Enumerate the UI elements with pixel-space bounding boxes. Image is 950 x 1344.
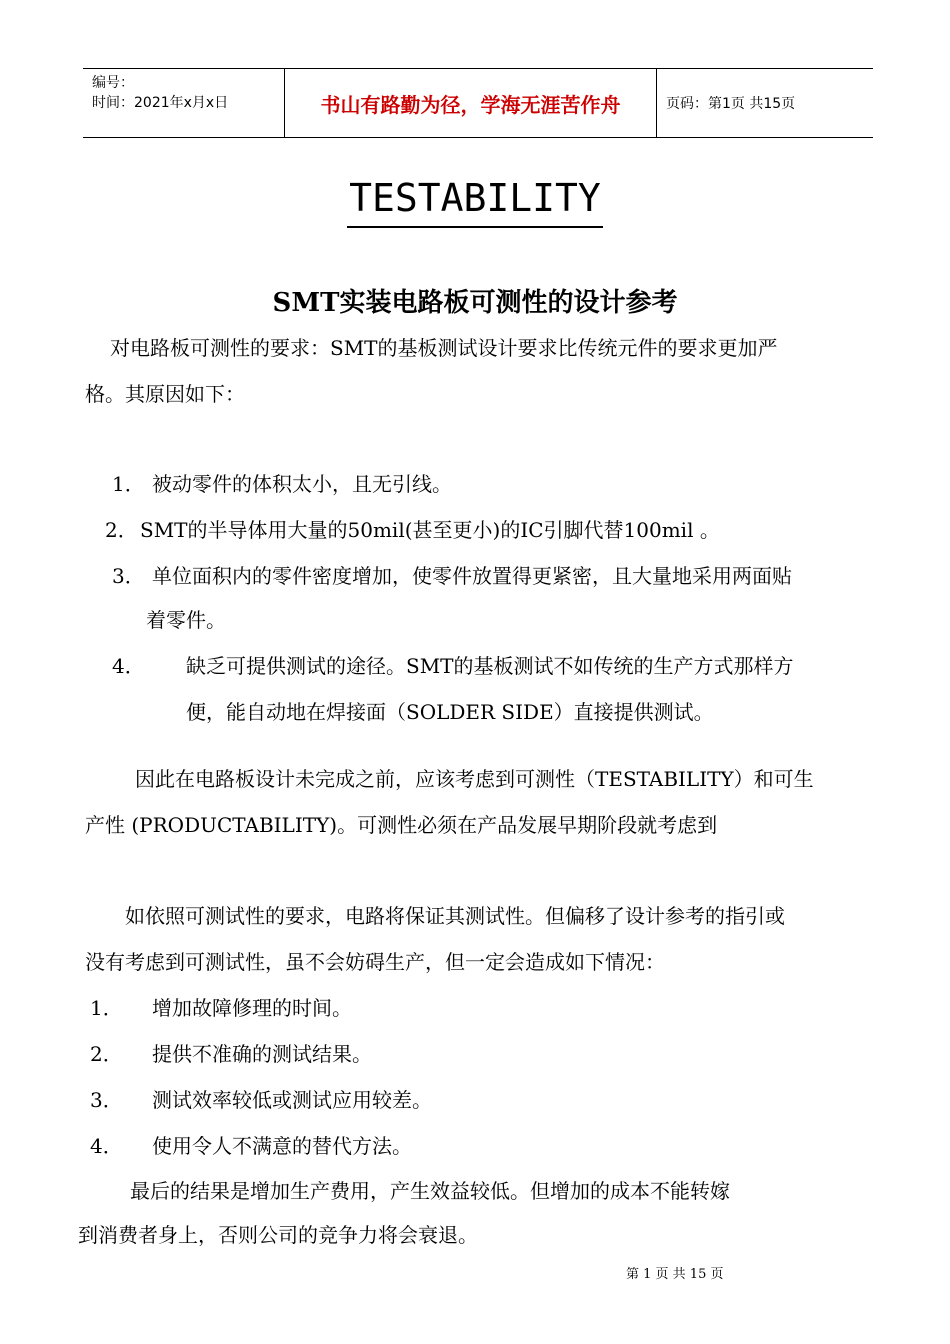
reason-4-text-cont: 便，能自动地在焊接面（SOLDER SIDE）直接提供测试。 — [186, 700, 714, 724]
reason-4-number: 4． — [112, 654, 145, 678]
para3-line-1: 如依照可测试性的要求，电路将保证其测试性。但偏移了设计参考的指引或 — [125, 904, 785, 928]
consequence-3-text: 测试效率较低或测试应用较差。 — [152, 1088, 432, 1112]
document-header — [83, 68, 873, 138]
page-footer: 第 1 页 共 15 页 — [626, 1267, 724, 1282]
document-title: TESTABILITY — [347, 174, 603, 228]
consequence-4-text: 使用令人不满意的替代方法。 — [152, 1134, 412, 1158]
document-date: 时间：2021年x月x日 — [92, 95, 229, 111]
consequence-2-number: 2． — [90, 1042, 123, 1066]
para2-line-2: 产性 (PRODUCTABILITY)。可测性必须在产品发展早期阶段就考虑到 — [85, 813, 718, 837]
reason-4-text: 缺乏可提供测试的途径。SMT的基板测试不如传统的生产方式那样方 — [186, 654, 794, 678]
consequence-3-number: 3． — [90, 1088, 123, 1112]
reason-3-number: 3． — [112, 564, 145, 588]
para3-line-2: 没有考虑到可测试性，虽不会妨碍生产，但一定会造成如下情况： — [85, 950, 665, 974]
consequence-4-number: 4． — [90, 1134, 123, 1158]
header-motto: 书山有路勤为径，学海无涯苦作舟 — [284, 69, 657, 137]
para2-line-1: 因此在电路板设计未完成之前，应该考虑到可测性（TESTABILITY）和可生 — [135, 767, 814, 791]
reason-1-number: 1． — [112, 472, 145, 496]
consequence-1-text: 增加故障修理的时间。 — [152, 996, 352, 1020]
intro-line-2: 格。其原因如下： — [85, 382, 245, 406]
reason-3-text-cont: 着零件。 — [146, 608, 226, 632]
intro-line-1: 对电路板可测性的要求：SMT的基板测试设计要求比传统元件的要求更加严 — [110, 336, 778, 360]
reason-1-text: 被动零件的体积太小，且无引线。 — [152, 472, 452, 496]
reason-2-number: 2． — [105, 518, 138, 542]
document-title-wrapper — [0, 174, 950, 228]
document-subtitle: SMT实装电路板可测性的设计参考 — [272, 288, 678, 318]
conclusion-line-1: 最后的结果是增加生产费用，产生效益较低。但增加的成本不能转嫁 — [130, 1179, 730, 1203]
consequence-2-text: 提供不准确的测试结果。 — [152, 1042, 372, 1066]
document-number-label: 编号： — [92, 75, 134, 91]
conclusion-line-2: 到消费者身上，否则公司的竞争力将会衰退。 — [78, 1223, 478, 1247]
reason-3-text: 单位面积内的零件密度增加，使零件放置得更紧密，且大量地采用两面贴 — [152, 564, 792, 588]
header-meta — [83, 69, 284, 137]
consequence-1-number: 1． — [90, 996, 123, 1020]
header-page-info: 页码：第1页 共15页 — [666, 96, 796, 112]
reason-2-text: SMT的半导体用大量的50mil(甚至更小)的IC引脚代替100mil 。 — [140, 518, 720, 542]
